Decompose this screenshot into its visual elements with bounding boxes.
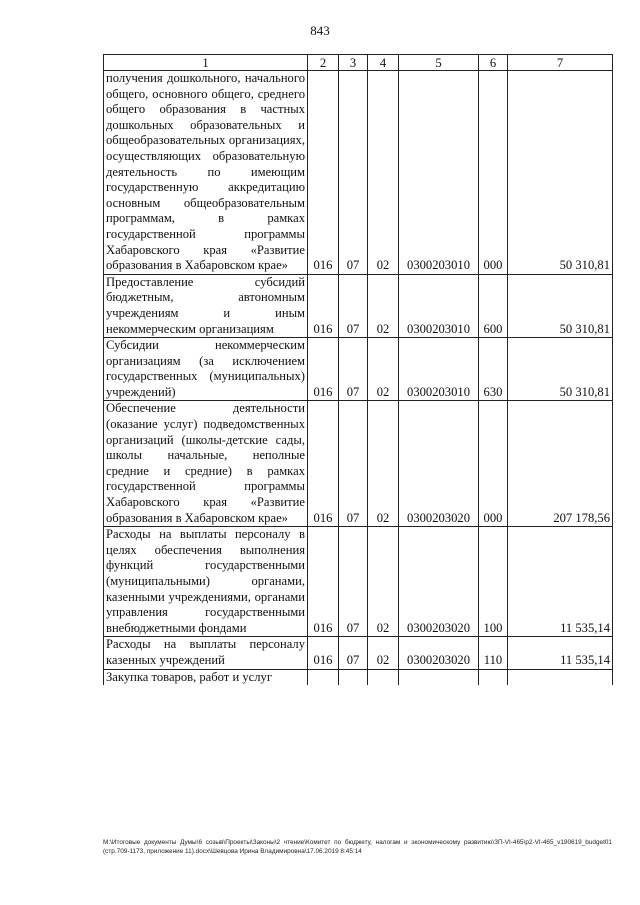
row-amount: 11 535,14 (508, 637, 613, 669)
row-code-section: 07 (339, 401, 368, 527)
row-amount: 50 310,81 (508, 274, 613, 337)
row-code-target: 0300203010 (399, 71, 479, 275)
table-row (104, 669, 613, 685)
row-code-expense-type: 600 (479, 274, 508, 337)
row-description: Предоставление субсидий бюджетным, автономным учреждениям и иным некоммерческим организациям (104, 274, 308, 337)
row-amount: 50 310,81 (508, 71, 613, 275)
row-code-target: 0300203020 (399, 401, 479, 527)
budget-table (103, 54, 613, 685)
row-code-expense-type: 000 (479, 71, 508, 275)
column-header: 1 (104, 55, 308, 71)
row-amount (508, 669, 613, 685)
row-code-target: 0300203020 (399, 637, 479, 669)
row-code-expense-type: 630 (479, 338, 508, 401)
table-header-row (104, 55, 613, 71)
table-row (104, 274, 613, 337)
row-code-target (399, 669, 479, 685)
row-description: Расходы на выплаты персоналу в целях обеспечения выполнения функций государственными (муниципальными) органами, казенными учреждениями, органами управления государственными внебюджетными фондами (104, 527, 308, 637)
row-code-subsection: 02 (368, 71, 399, 275)
row-code-subsection: 02 (368, 274, 399, 337)
row-description: получения дошкольного, начального общего, основного общего, среднего общего образования в частных дошкольных образовательных и общеобразовательных организациях, осуществляющих образовательную деятельность по имеющим государственную аккредитацию основным общеобразовательным программам, в рамках государственной программы Хабаровского края «Развитие образования в Хабаровском крае» (104, 71, 308, 275)
row-code-expense-type (479, 669, 508, 685)
row-code-target: 0300203010 (399, 274, 479, 337)
column-header: 6 (479, 55, 508, 71)
row-code-subsection: 02 (368, 401, 399, 527)
row-code-section: 07 (339, 338, 368, 401)
table-row (104, 401, 613, 527)
row-code-subsection: 02 (368, 637, 399, 669)
row-description: Субсидии некоммерческим организациям (за исключением государственных (муниципальных) учреждений) (104, 338, 308, 401)
table-row (104, 637, 613, 669)
table-row (104, 527, 613, 637)
row-description: Расходы на выплаты персоналу казенных учреждений (104, 637, 308, 669)
row-code-ministry: 016 (308, 338, 339, 401)
row-code-section: 07 (339, 71, 368, 275)
row-amount: 50 310,81 (508, 338, 613, 401)
column-header: 2 (308, 55, 339, 71)
row-code-ministry: 016 (308, 527, 339, 637)
row-code-target: 0300203010 (399, 338, 479, 401)
table-row (104, 338, 613, 401)
column-header: 3 (339, 55, 368, 71)
row-code-ministry: 016 (308, 274, 339, 337)
column-header: 7 (508, 55, 613, 71)
row-amount: 207 178,56 (508, 401, 613, 527)
column-header: 5 (399, 55, 479, 71)
row-code-ministry: 016 (308, 637, 339, 669)
row-code-section: 07 (339, 274, 368, 337)
row-code-ministry: 016 (308, 71, 339, 275)
row-code-expense-type: 110 (479, 637, 508, 669)
page-number: 843 (310, 23, 330, 38)
table-row (104, 71, 613, 275)
row-code-subsection: 02 (368, 527, 399, 637)
row-code-section: 07 (339, 527, 368, 637)
row-amount: 11 535,14 (508, 527, 613, 637)
row-code-expense-type: 000 (479, 401, 508, 527)
row-code-subsection (368, 669, 399, 685)
row-code-ministry: 016 (308, 401, 339, 527)
column-header: 4 (368, 55, 399, 71)
row-code-section (339, 669, 368, 685)
row-description: Закупка товаров, работ и услуг (104, 669, 308, 685)
row-code-section: 07 (339, 637, 368, 669)
row-code-subsection: 02 (368, 338, 399, 401)
file-path-footer: М:\Итоговые документы Думы\6 созыв\Проекты\Законы\2 чтение\Комитет по бюджету, налогам и экономическому развитию\ЗП-VI-465\р2-VI-465_v190619_budget01 (стр.709-1173, приложение 11).docx\Шевцова Ирина Владимировна\17.06.2019 8:45:14 (103, 839, 612, 855)
row-code-target: 0300203020 (399, 527, 479, 637)
row-description: Обеспечение деятельности (оказание услуг) подведомственных организаций (школы-детские сады, школы начальные, неполные средние и средние) в рамках государственной программы Хабаровского края «Развитие образования в Хабаровском крае» (104, 401, 308, 527)
row-code-expense-type: 100 (479, 527, 508, 637)
row-code-ministry (308, 669, 339, 685)
